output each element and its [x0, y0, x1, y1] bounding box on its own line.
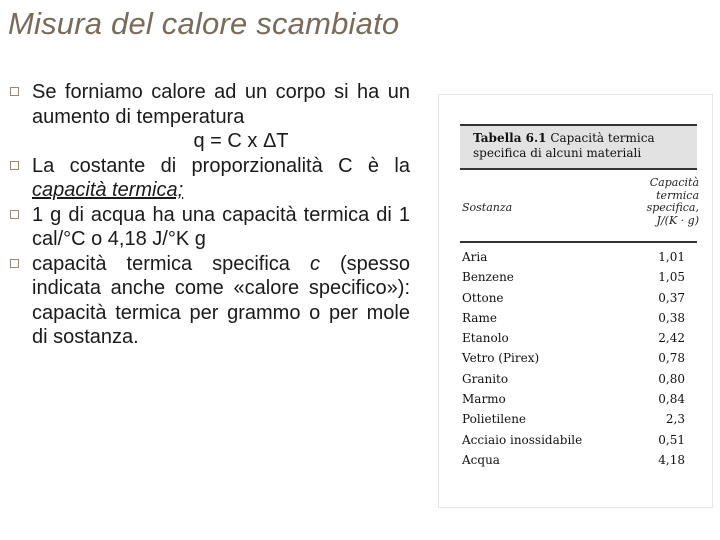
col-header-line: termica	[656, 188, 699, 202]
table-row	[462, 351, 697, 371]
square-bullet-icon	[10, 87, 19, 96]
table-divider	[460, 241, 697, 243]
bullet-item-2	[10, 154, 410, 203]
table-row	[462, 372, 697, 392]
table-row	[462, 250, 697, 270]
specific-heat-value: 0,37	[658, 290, 685, 305]
substance-name: Acciaio inossidabile	[462, 432, 583, 447]
col-header-line: Capacità	[649, 176, 699, 189]
bullet-2-term: capacità termica;	[32, 179, 184, 201]
table-caption-line2: specifica di alcuni materiali	[473, 146, 642, 160]
specific-heat-value: 0,38	[658, 310, 685, 325]
bullet-4-text: capacità termica specifica	[32, 252, 310, 275]
specific-heat-value: 4,18	[658, 452, 685, 467]
specific-heat-value: 0,78	[658, 351, 685, 366]
substance-name: Granito	[462, 371, 509, 386]
specific-heat-value: 0,80	[658, 371, 685, 386]
table-row	[462, 433, 697, 453]
bullet-4-symbol: c	[309, 252, 320, 275]
substance-name: Acqua	[462, 452, 500, 467]
bullet-list	[10, 80, 410, 350]
specific-heat-value: 1,01	[658, 250, 685, 264]
specific-heat-value: 2,3	[665, 412, 685, 427]
specific-heat-value: 2,42	[658, 331, 685, 346]
substance-name: Polietilene	[462, 412, 527, 427]
substance-name: Benzene	[462, 270, 514, 285]
substance-name: Ottone	[462, 290, 504, 305]
table-row	[462, 311, 697, 331]
col-header-line: specifica,	[646, 201, 699, 214]
square-bullet-icon	[10, 259, 19, 268]
substance-name: Marmo	[462, 392, 506, 407]
table-caption-line1: Capacità termica	[546, 131, 655, 145]
column-header-value	[631, 177, 699, 227]
specific-heat-table-image	[438, 94, 713, 508]
table-number: Tabella 6.1	[473, 131, 547, 145]
col-header-line: J/(K · g)	[656, 213, 699, 227]
column-header-substance: Sostanza	[462, 201, 513, 214]
bullet-1-text: Se forniamo calore ad un corpo si ha un aumento di temperatura	[32, 81, 410, 128]
substance-name: Rame	[462, 310, 497, 325]
bullet-item-4	[10, 252, 410, 350]
substance-name: Vetro (Pirex)	[462, 351, 540, 366]
bullet-item-3	[10, 203, 410, 252]
square-bullet-icon	[10, 161, 19, 170]
specific-heat-value: 1,05	[658, 270, 685, 285]
slide-title: Misura del calore scambiato	[8, 6, 400, 41]
formula: q = C x ΔT	[193, 130, 289, 152]
bullet-4-rest: (spesso indicata anche come «calore specifico»): capacità termica per grammo o per mole di sostanza.	[32, 252, 410, 348]
specific-heat-value: 0,84	[658, 392, 685, 407]
bullet-item-1	[10, 80, 410, 154]
table-row	[462, 412, 697, 432]
bullet-3-text: 1 g di acqua ha una capacità termica di 1 cal/°C o 4,18 J/°K g	[32, 203, 410, 250]
table-caption	[460, 124, 697, 170]
table-row	[462, 392, 697, 412]
table-body	[462, 250, 697, 473]
substance-name: Etanolo	[462, 331, 509, 346]
table-row	[462, 291, 697, 311]
table-row	[462, 270, 697, 290]
specific-heat-value: 0,51	[658, 432, 685, 447]
table-row	[462, 453, 697, 473]
bullet-2-text: La costante di proporzionalità C è la	[32, 154, 410, 177]
substance-name: Aria	[462, 250, 488, 264]
table-row	[462, 331, 697, 351]
square-bullet-icon	[10, 210, 19, 219]
